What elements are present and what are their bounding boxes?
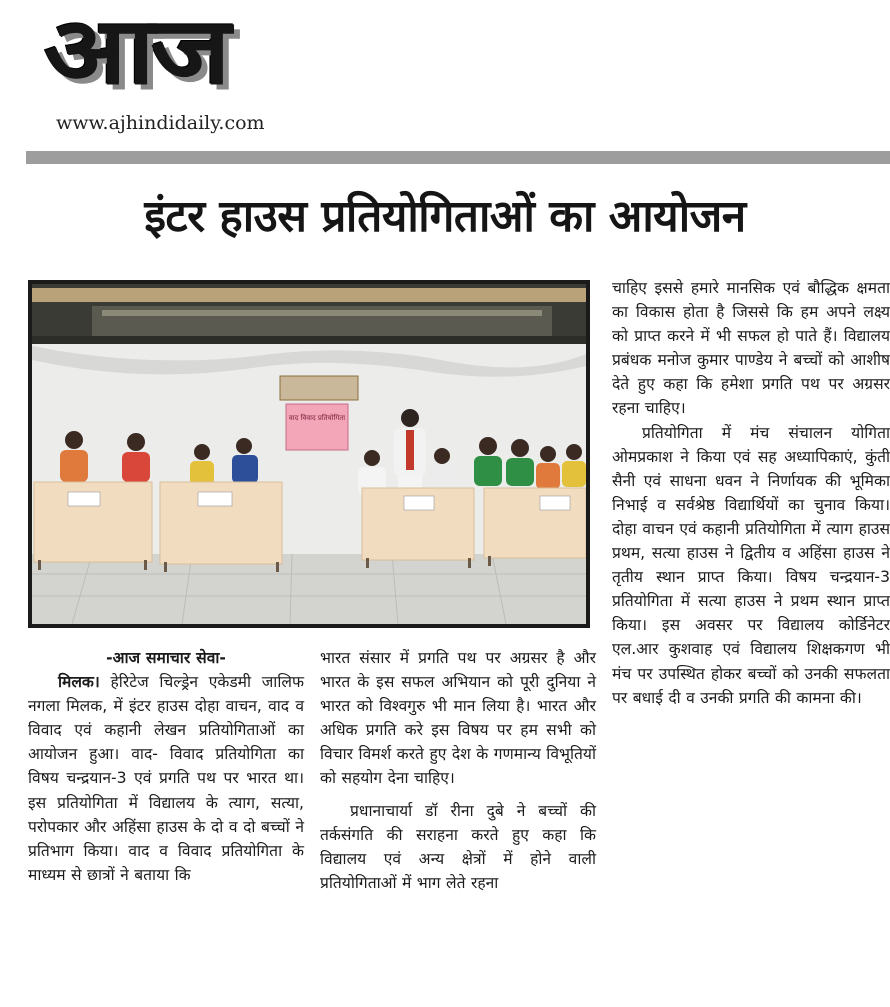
newspaper-logo: आज: [44, 0, 227, 105]
column1-paragraph-1: हेरिटेज चिल्ड्रेन एकेडमी जालिफ नगला मिलक, में इंटर हाउस दोहा वाचन, वाद व विवाद एवं कहानी लेखन प्रतियोगिताओं का आयोजन हुआ। वाद- विवाद प्रतियोगिता का विषय चन्द्रयान-3 एवं प्रगति पथ पर भारत था। इस प्रतियोगिता में विद्यालय के त्याग, सत्या, परोपकार और अहिंसा हाउस के दो व दो बच्चों ने प्रतिभाग किया। वाद व विवाद प्रतियोगिता के माध्यम से छात्रों ने बताया कि: [28, 673, 304, 884]
column2-paragraph-1: भारत संसार में प्रगति पथ पर अग्रसर है और भारत के इस सफल अभियान को पूरी दुनिया ने भारत को विश्वगुरु भी मान लिया है। भारत और अधिक प्रगति करे इस विषय पर हम सभी को विचार विमर्श करते हुए देश के गणमान्य विभूतियों को सहयोग देना चाहिए।: [320, 649, 596, 788]
article-headline: इंटर हाउस प्रतियोगिताओं का आयोजन: [144, 191, 746, 242]
column3-paragraph-1: चाहिए इससे हमारे मानसिक एवं बौद्धिक क्षमता का विकास होता है जिससे कि हम अपने लक्ष्य को प्राप्त करने में भी सफल हो पाते हैं। विद्यालय प्रबंधक मनोज कुमार पाण्डेय ने बच्चों को आशीष देते हुए कहा कि हमेशा प्रगति पथ पर अग्रसर रहना चाहिए।: [612, 279, 890, 418]
stage-photo-illustration: [32, 284, 586, 624]
dateline: मिलक।: [58, 673, 100, 692]
event-photo: [28, 280, 590, 628]
masthead: [0, 0, 890, 150]
article-column-1: [28, 646, 304, 887]
article-column-3: [612, 276, 890, 710]
article-column-2: [320, 646, 596, 895]
news-service-byline: -आज समाचार सेवा-: [106, 649, 226, 667]
masthead-divider: [26, 151, 890, 164]
website-url[interactable]: www.ajhindidaily.com: [56, 112, 265, 134]
column3-paragraph-2: प्रतियोगिता में मंच संचालन योगिता ओमप्रकाश ने किया एवं सह अध्यापिकाएं, कुंती सैनी एवं साधना धवन ने निर्णायक की भूमिका निभाई व सर्वश्रेष्ठ विद्यार्थियों का चुनाव किया। दोहा वाचन एवं कहानी प्रतियोगिता में त्याग हाउस प्रथम, सत्या हाउस ने द्वितीय व अहिंसा हाउस ने तृतीय स्थान प्राप्त किया। विषय चन्द्रयान-3 प्रतियोगिता में सत्या हाउस ने प्रथम स्थान प्राप्त किया। इस अवसर पर विद्यालय कोर्डिनेटर एल.आर कुशवाह एवं विद्यालय शिक्षकगण भी मंच पर उपस्थित होकर बच्चों को उनकी सफलता पर बधाई दी व उनकी प्रगति की कामना की।: [612, 423, 890, 707]
photo-banner-text: वाद विवाद प्रतियोगिता: [288, 414, 346, 422]
column2-paragraph-2: प्रधानाचार्या डॉ रीना दुबे ने बच्चों की तर्कसंगति की सराहना करते हुए कहा कि विद्यालय एवं अन्य क्षेत्रों में होने वाली प्रतियोगिताओं में भाग लेते रहना: [320, 801, 596, 892]
